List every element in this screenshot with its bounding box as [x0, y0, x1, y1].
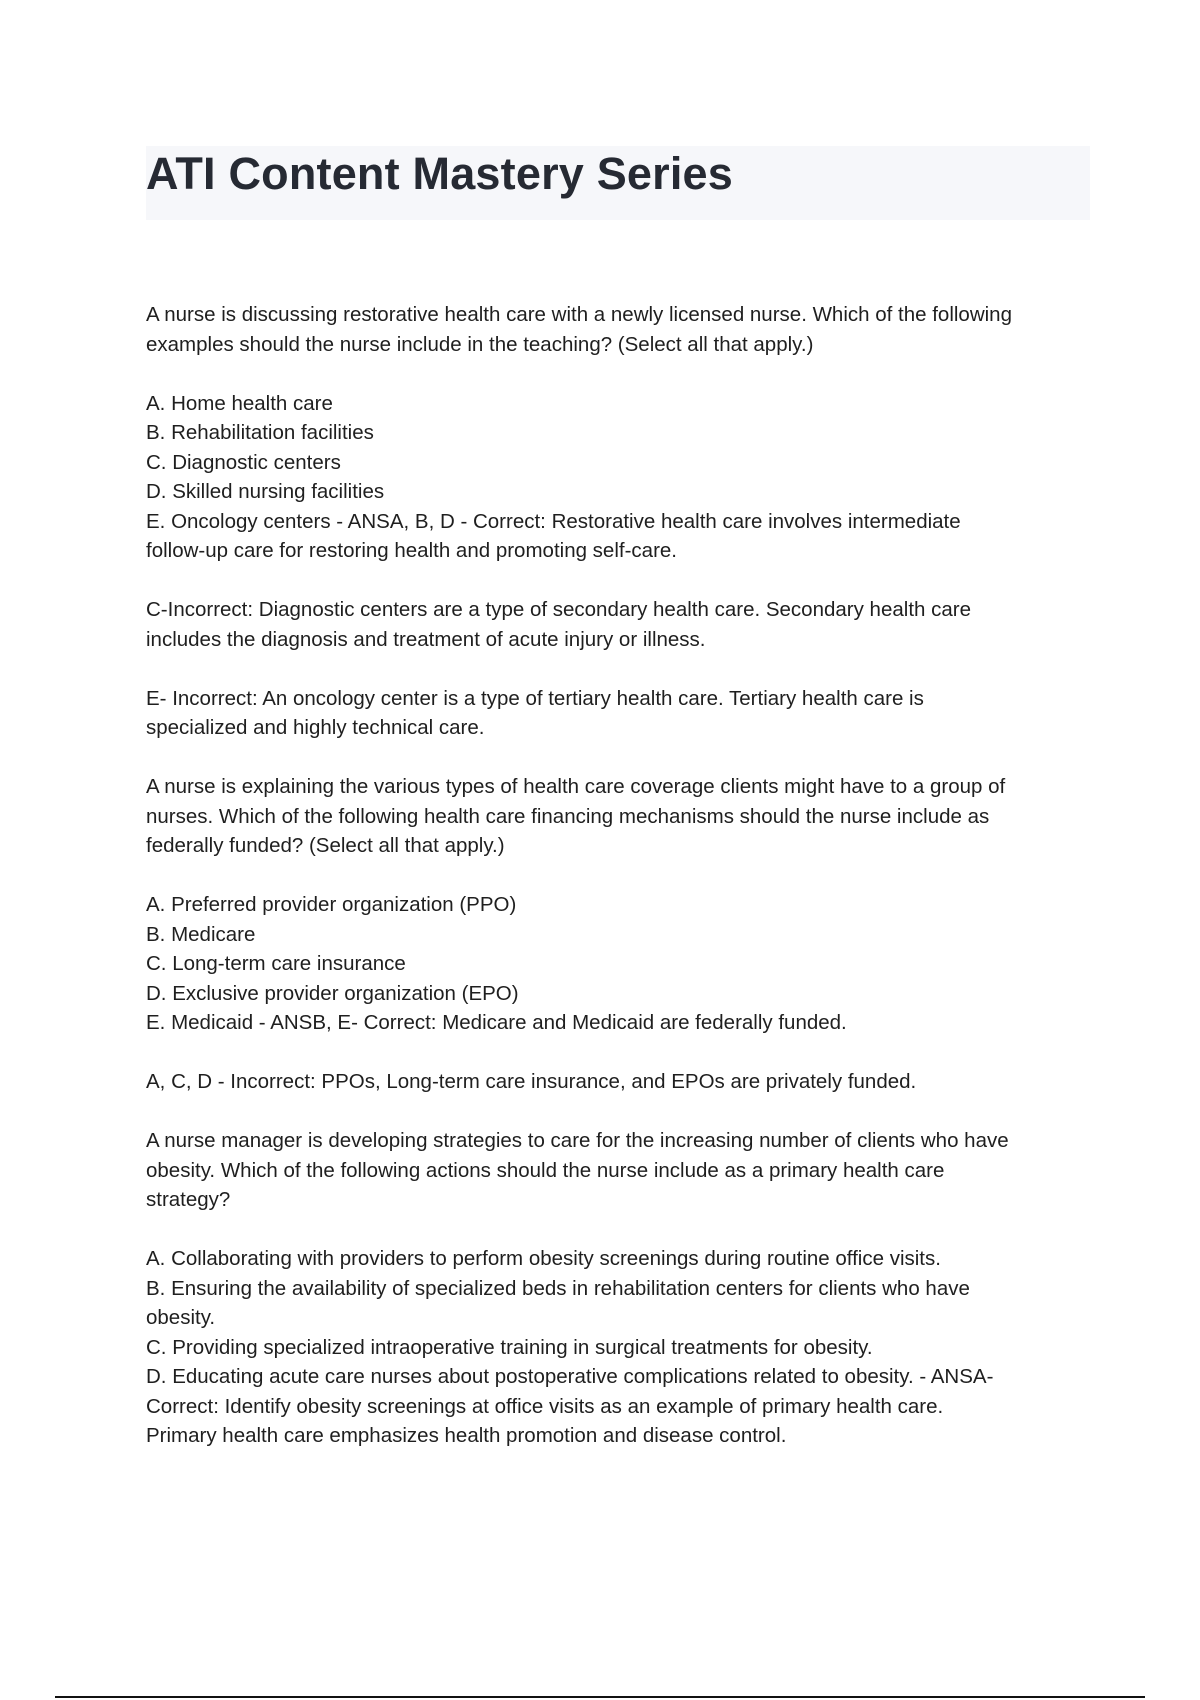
question-3-option-c: C. Providing specialized intraoperative training in surgical treatments for obesity.: [146, 1335, 873, 1359]
question-2-stem-line: federally funded? (Select all that apply.): [146, 834, 505, 857]
rationale-line: E- Incorrect: An oncology center is a type of tertiary health care. Tertiary health care is: [146, 686, 924, 710]
question-2-option-c: C. Long-term care insurance: [146, 952, 406, 975]
page-bottom-divider: [55, 1696, 1145, 1698]
question-2-option-b: B. Medicare: [146, 922, 256, 946]
question-2-rationale: [146, 1067, 1090, 1097]
question-3-answer-rationale: Correct: Identify obesity screenings at office visits as an example of primary health care.: [146, 1394, 944, 1418]
question-1-option-a: A. Home health care: [146, 391, 333, 415]
question-3-option-b-cont: obesity.: [146, 1306, 216, 1329]
question-2-stem-line: A nurse is explaining the various types of health care coverage clients might have to a group of: [146, 775, 1006, 798]
question-3-option-a: A. Collaborating with providers to perform obesity screenings during routine office visits.: [146, 1247, 941, 1270]
question-3-option-d-answer: D. Educating acute care nurses about postoperative complications related to obesity. - ANSA-: [146, 1365, 994, 1388]
question-1-options: [146, 389, 1090, 566]
question-1-option-e-answer: E. Oncology centers - ANSA, B, D - Correct: Restorative health care involves intermediate: [146, 509, 961, 533]
rationale-line: A, C, D - Incorrect: PPOs, Long-term care insurance, and EPOs are privately funded.: [146, 1070, 917, 1093]
question-1-rationale-c: [146, 595, 1090, 654]
document-body: [146, 300, 1090, 1480]
page-title: ATI Content Mastery Series: [146, 148, 734, 199]
question-2-options: [146, 890, 1090, 1038]
question-1-stem-line: examples should the nurse include in the teaching? (Select all that apply.): [146, 332, 814, 356]
question-1-stem-line: A nurse is discussing restorative health care with a newly licensed nurse. Which of the following: [146, 303, 1012, 326]
question-3-answer-rationale: Primary health care emphasizes health promotion and disease control.: [146, 1424, 787, 1447]
question-2-stem: [146, 772, 1090, 861]
question-2-option-a: A. Preferred provider organization (PPO): [146, 893, 517, 916]
rationale-line: C-Incorrect: Diagnostic centers are a type of secondary health care. Secondary health care: [146, 598, 971, 621]
question-3-stem-line: obesity. Which of the following actions should the nurse include as a primary health care: [146, 1158, 945, 1182]
rationale-line: specialized and highly technical care.: [146, 716, 485, 739]
question-3-option-b: B. Ensuring the availability of specialized beds in rehabilitation centers for clients who have: [146, 1276, 970, 1300]
question-2-option-d: D. Exclusive provider organization (EPO): [146, 981, 519, 1005]
question-3-stem-line: A nurse manager is developing strategies to care for the increasing number of clients who have: [146, 1129, 1009, 1152]
rationale-line: includes the diagnosis and treatment of acute injury or illness.: [146, 627, 706, 651]
question-1-rationale-e: [146, 684, 1090, 743]
question-1-option-d: D. Skilled nursing facilities: [146, 480, 385, 503]
question-3-stem: [146, 1126, 1090, 1215]
question-3-stem-line: strategy?: [146, 1188, 231, 1211]
question-1-answer-rationale: follow-up care for restoring health and promoting self-care.: [146, 539, 677, 562]
question-3-options: [146, 1244, 1090, 1451]
question-2-stem-line: nurses. Which of the following health care financing mechanisms should the nurse include as: [146, 804, 990, 828]
question-1-option-c: C. Diagnostic centers: [146, 450, 341, 474]
question-1-option-b: B. Rehabilitation facilities: [146, 421, 374, 444]
question-1-stem: [146, 300, 1090, 359]
question-2-option-e-answer: E. Medicaid - ANSB, E- Correct: Medicare and Medicaid are federally funded.: [146, 1011, 847, 1034]
